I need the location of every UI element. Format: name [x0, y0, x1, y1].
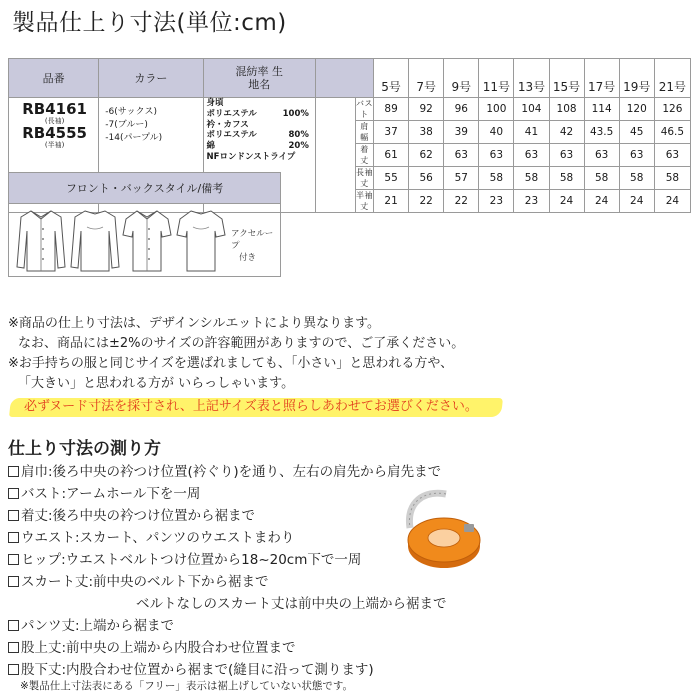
measurement-value: 58	[514, 167, 549, 190]
style-panel-body	[9, 204, 280, 276]
highlight-note	[8, 396, 508, 418]
notes-block	[8, 314, 698, 394]
product-sleeve: (半袖)	[44, 141, 65, 149]
fabric-line	[204, 98, 315, 109]
note-line: 「大きい」と思われる方が いらっしゃいます。	[18, 376, 295, 391]
measurement-value: 114	[584, 98, 619, 121]
measurement-value: 23	[479, 190, 514, 213]
checkbox-icon	[8, 576, 19, 587]
guide-item-text: 着丈:後ろ中央の衿つけ位置から裾まで	[21, 508, 256, 524]
fabric-part: NFロンドンストライプ	[206, 151, 296, 162]
fabric-percent: 20%	[288, 141, 309, 152]
checkbox-icon	[8, 642, 19, 653]
guide-item-text: ヒップ:ウエストベルトつけ位置から18~20cm下で一周	[21, 552, 362, 568]
header-size	[654, 59, 690, 98]
measurement-value: 63	[654, 144, 690, 167]
measurement-value: 43.5	[584, 121, 619, 144]
header-blank	[315, 59, 373, 98]
checkbox-icon	[8, 488, 19, 499]
style-panel-header: フロント・バックスタイル/備考	[9, 173, 280, 204]
measurement-value: 58	[549, 167, 584, 190]
guide-item-text: パンツ丈:上端から裾まで	[21, 618, 175, 634]
measurement-value: 42	[549, 121, 584, 144]
measurement-guide	[8, 461, 698, 681]
guide-item-text: バスト:アームホール下を一周	[21, 486, 201, 502]
measurement-value: 108	[549, 98, 584, 121]
checkbox-icon	[8, 532, 19, 543]
measurement-value: 58	[584, 167, 619, 190]
size-label: 7号	[416, 80, 436, 94]
checkbox-icon	[8, 620, 19, 631]
guide-item	[8, 483, 698, 505]
product-code: RB4161	[22, 100, 87, 118]
guide-item-text: ウエスト:スカート、パンツのウエストまわり	[21, 530, 295, 546]
header-size	[479, 59, 514, 98]
table-row	[9, 98, 691, 121]
fabric-part: 綿	[206, 141, 216, 152]
measurement-value: 58	[619, 167, 654, 190]
style-panel	[8, 172, 281, 277]
measurement-value: 89	[374, 98, 409, 121]
fabric-line	[204, 130, 315, 141]
measurement-value: 22	[444, 190, 479, 213]
fabric-part: 衿・カフス	[206, 119, 249, 130]
measurement-value: 40	[479, 121, 514, 144]
measurement-value: 39	[444, 121, 479, 144]
measurement-value: 58	[479, 167, 514, 190]
fabric-line	[204, 109, 315, 120]
guide-title: 仕上り寸法の測り方	[8, 439, 161, 459]
color-option: -14(パープル)	[105, 133, 163, 143]
product-code: RB4555	[22, 124, 87, 142]
measurement-value: 100	[479, 98, 514, 121]
measurement-label: 長袖丈	[356, 168, 373, 188]
long-sleeve-back-illustration	[69, 207, 121, 273]
measurement-value: 63	[549, 144, 584, 167]
accessory-note-line2: 付き	[239, 253, 257, 263]
size-label: 11号	[482, 80, 510, 94]
measurement-label: 着 丈	[355, 144, 373, 167]
fabric-percent: 100%	[282, 108, 309, 119]
guide-item-text: スカート丈:前中央のベルト下から裾まで	[21, 574, 269, 590]
measurement-label: 肩 幅	[355, 121, 373, 144]
guide-subitem: ベルトなしのスカート丈は前中央の上端から裾まで	[136, 596, 447, 612]
measurement-value: 104	[514, 98, 549, 121]
measurement-value: 55	[374, 167, 409, 190]
guide-item-text: 股上丈:前中央の上端から内股合わせ位置まで	[21, 640, 296, 656]
color-option: -7(ブルー)	[105, 120, 148, 130]
measurement-value: 21	[374, 190, 409, 213]
measurement-value: 96	[444, 98, 479, 121]
measurement-value: 37	[374, 121, 409, 144]
header-size	[374, 59, 409, 98]
guide-item	[8, 549, 698, 571]
measurement-value: 41	[514, 121, 549, 144]
measurement-value: 46.5	[654, 121, 690, 144]
guide-item	[8, 637, 698, 659]
header-size	[549, 59, 584, 98]
measurement-value: 62	[409, 144, 444, 167]
size-label: 19号	[623, 80, 651, 94]
note-line: なお、商品には±2%のサイズの許容範囲がありますので、ご了承ください。	[18, 336, 465, 351]
measurement-value: 120	[619, 98, 654, 121]
guide-item-text: 股下丈:内股合わせ位置から裾まで(縫目に沿って測ります)	[21, 662, 374, 678]
fabric-part: ポリエステル	[206, 130, 257, 141]
size-label: 21号	[658, 80, 687, 94]
guide-item	[8, 527, 698, 549]
color-option: -6(サックス)	[105, 107, 157, 117]
measurement-value: 63	[514, 144, 549, 167]
checkbox-icon	[8, 510, 19, 521]
guide-item-text: 肩巾:後ろ中央の衿つけ位置(衿ぐり)を通り、左右の肩先から肩先まで	[21, 464, 442, 480]
header-size	[444, 59, 479, 98]
footnote: ※製品仕上寸法表にある「フリー」表示は裾上げしていない状態です。	[20, 680, 354, 692]
measurement-label: バスト	[356, 99, 373, 119]
highlight-text: 必ずヌード寸法を採寸され、上記サイズ表と照らしあわせてお選びください。	[24, 399, 478, 414]
measurement-value: 57	[444, 167, 479, 190]
fabric-part: ポリエステル	[206, 108, 257, 119]
measurement-value: 126	[654, 98, 690, 121]
accessory-note-line1: アクセループ	[231, 229, 274, 251]
guide-item	[8, 615, 698, 637]
measurement-value: 56	[409, 167, 444, 190]
checkbox-icon	[8, 664, 19, 675]
size-label: 15号	[552, 80, 581, 94]
measurement-value: 63	[444, 144, 479, 167]
fabric-part: 身頃	[206, 98, 224, 108]
header-color: カラー	[99, 59, 203, 98]
header-item: 品番	[9, 59, 99, 98]
size-label: 17号	[588, 80, 616, 94]
measurement-value: 58	[654, 167, 690, 190]
measurement-label: 半袖丈	[356, 191, 373, 211]
header-size	[584, 59, 619, 98]
measurement-value: 63	[619, 144, 654, 167]
measurement-value: 24	[584, 190, 619, 213]
page-title: 製品仕上り寸法(単位:cm)	[12, 10, 287, 36]
header-fabric	[203, 59, 315, 98]
measurement-value: 24	[619, 190, 654, 213]
measurement-value: 22	[409, 190, 444, 213]
measurement-value: 63	[479, 144, 514, 167]
fabric-percent: 80%	[288, 130, 309, 141]
table-header-row	[9, 59, 691, 98]
header-size	[409, 59, 444, 98]
checkbox-icon	[8, 554, 19, 565]
fabric-line	[204, 141, 315, 152]
guide-item	[8, 461, 698, 483]
product-sleeve: (長袖)	[44, 117, 65, 125]
header-size	[619, 59, 654, 98]
measurement-value: 23	[514, 190, 549, 213]
fabric-line	[204, 120, 315, 131]
measurement-value: 61	[374, 144, 409, 167]
tape-measure-icon	[396, 488, 492, 580]
size-label: 5号	[381, 80, 401, 94]
accessory-note	[231, 228, 280, 264]
guide-item	[8, 505, 698, 527]
measurement-value: 45	[619, 121, 654, 144]
short-sleeve-back-illustration	[175, 207, 227, 273]
blank-cell	[315, 98, 355, 213]
note-line: ※お手持ちの服と同じサイズを選ばれましても、「小さい」と思われる方や、	[8, 356, 454, 371]
measurement-value: 38	[409, 121, 444, 144]
long-sleeve-front-illustration	[15, 207, 67, 273]
measurement-value: 92	[409, 98, 444, 121]
measurement-value: 63	[584, 144, 619, 167]
header-fabric-text: 混紡率 生地名	[235, 65, 283, 91]
fabric-line	[204, 152, 315, 163]
size-label: 13号	[517, 80, 546, 94]
measurement-value: 24	[654, 190, 690, 213]
checkbox-icon	[8, 466, 19, 477]
header-size	[514, 59, 549, 98]
note-line: ※商品の仕上り寸法は、デザインシルエットにより異なります。	[8, 316, 381, 331]
short-sleeve-front-illustration	[121, 207, 173, 273]
guide-item	[8, 571, 698, 593]
size-label: 9号	[451, 80, 472, 94]
measurement-value: 24	[549, 190, 584, 213]
